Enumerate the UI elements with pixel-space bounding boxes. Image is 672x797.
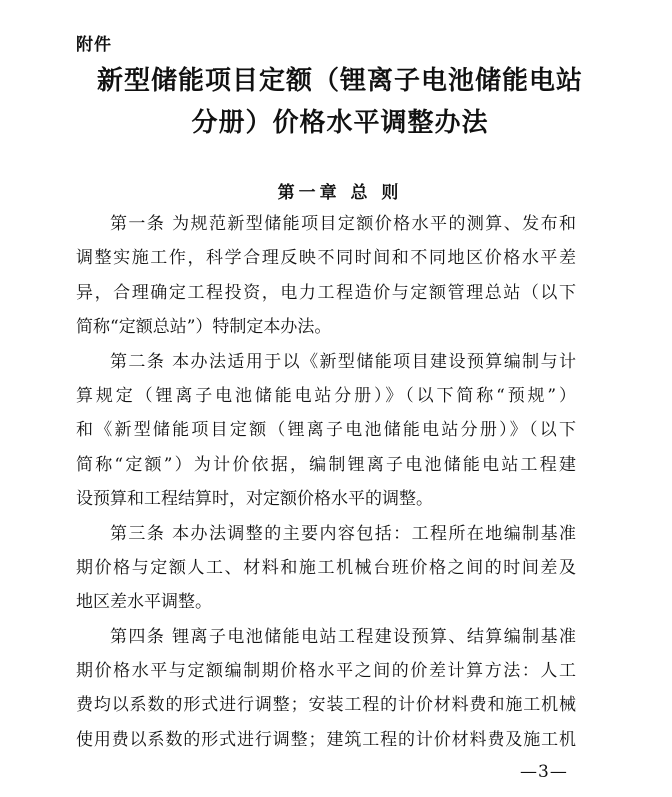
paragraph: [76, 345, 576, 517]
paragraph-line: 期价格水平与定额编制期价格水平之间的价差计算方法：人工: [76, 661, 576, 682]
paragraph-line: 第一条 为规范新型储能项目定额价格水平的测算、发布和: [110, 214, 576, 234]
paragraph-line: 和《新型储能项目定额（锂离子电池储能电站分册）》（以下: [76, 420, 576, 441]
title-line: 分册）价格水平调整办法: [191, 108, 489, 138]
document-title: [60, 60, 620, 144]
page-number: —3—: [520, 762, 568, 782]
attachment-label: 附件: [76, 35, 112, 55]
chapter-heading: 第一章 总 则: [277, 183, 403, 203]
paragraph-line: 使用费以系数的形式进行调整；建筑工程的计价材料费及施工机: [76, 729, 576, 750]
paragraph-line: 地区差水平调整。: [76, 592, 212, 613]
paragraph-line: 第二条 本办法适用于以《新型储能项目建设预算编制与计: [110, 351, 576, 372]
paragraph: [76, 620, 576, 758]
paragraph-line: 第四条 锂离子电池储能电站工程建设预算、结算编制基准: [110, 626, 576, 647]
paragraph: [76, 207, 576, 345]
document-body: [76, 207, 576, 757]
title-line: 新型储能项目定额（锂离子电池储能电站: [96, 66, 583, 96]
paragraph-line: 算规定（锂离子电池储能电站分册）》（以下简称“预规”）: [76, 385, 576, 406]
paragraph-line: 设预算和工程结算时，对定额价格水平的调整。: [76, 489, 433, 510]
paragraph-line: 简称“定额总站”）特制定本办法。: [76, 317, 332, 338]
paragraph-line: 期价格与定额人工、材料和施工机械台班价格之间的时间差及: [76, 557, 576, 578]
paragraph-line: 简称“定额”）为计价依据，编制锂离子电池储能电站工程建: [76, 454, 576, 475]
paragraph-line: 异，合理确定工程投资，电力工程造价与定额管理总站（以下: [76, 282, 576, 303]
paragraph-line: 费均以系数的形式进行调整；安装工程的计价材料费和施工机械: [76, 695, 576, 716]
paragraph-line: 调整实施工作，科学合理反映不同时间和不同地区价格水平差: [76, 248, 576, 269]
paragraph-line: 第三条 本办法调整的主要内容包括：工程所在地编制基准: [110, 523, 576, 544]
paragraph: [76, 517, 576, 620]
